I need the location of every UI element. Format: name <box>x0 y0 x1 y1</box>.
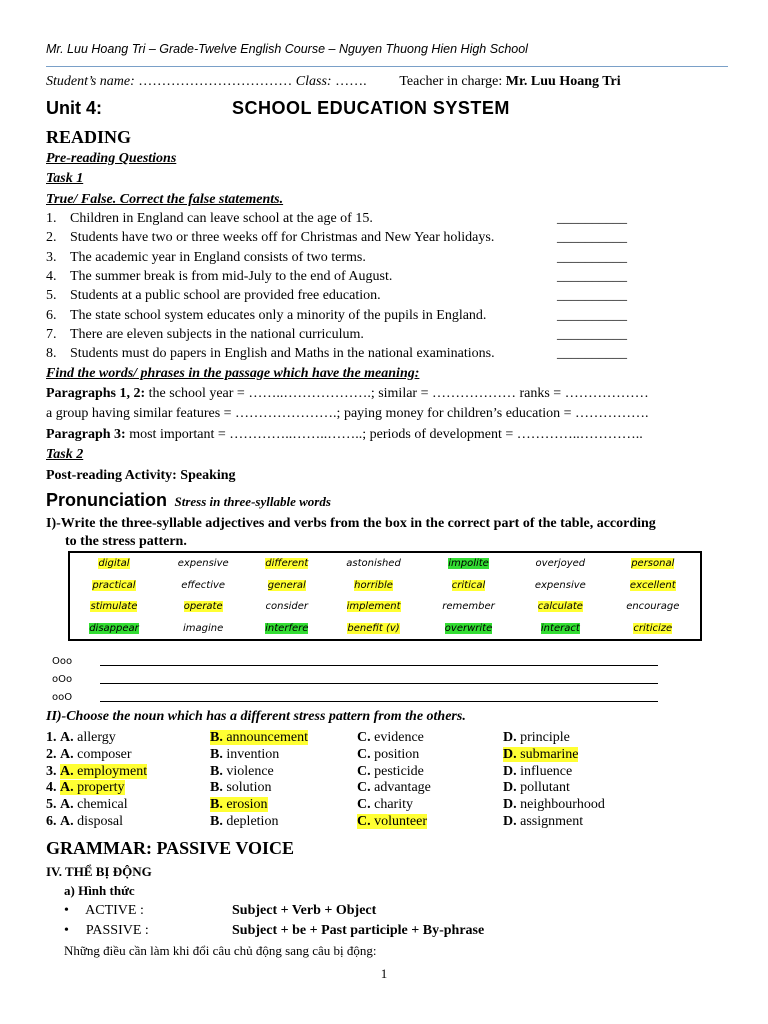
word-item: personal <box>631 558 675 570</box>
option-text: principle <box>516 730 570 745</box>
student-name-dots: …………………………… <box>138 74 293 89</box>
option-text: submarine <box>516 746 579 762</box>
pronunciation-subheading: Stress in three-syllable words <box>174 494 331 509</box>
option-body <box>210 747 279 762</box>
option-text: chemical <box>73 797 128 813</box>
post-reading-heading: Post-reading Activity: Speaking <box>46 468 236 483</box>
word-cell <box>248 575 325 597</box>
option-d[interactable] <box>503 730 570 746</box>
option-text: position <box>370 746 420 762</box>
option-body <box>503 747 578 762</box>
student-info-line <box>46 74 726 90</box>
option-text: composer <box>73 746 132 762</box>
word-cell <box>606 618 700 640</box>
option-text: violence <box>222 763 274 779</box>
option-b[interactable] <box>210 814 278 830</box>
word-item: general <box>267 579 306 591</box>
option-letter: A. <box>60 814 74 829</box>
word-item: effective <box>181 579 226 591</box>
word-item: interfere <box>265 622 309 634</box>
option-c[interactable] <box>357 797 413 813</box>
paragraph-1-2-line2: a group having similar features = ………………….; paying money for children’s education = ……………. <box>46 406 649 421</box>
option-body <box>357 814 427 829</box>
word-cell <box>515 618 605 640</box>
word-cell <box>422 618 515 640</box>
unit-title: SCHOOL EDUCATION SYSTEM <box>232 98 510 118</box>
option-body <box>60 730 116 745</box>
option-body <box>60 747 132 762</box>
word-cell <box>422 553 515 575</box>
option-body <box>60 797 128 812</box>
word-cell <box>325 596 422 618</box>
statement-number: 3. <box>46 249 57 265</box>
option-letter: A. <box>60 730 74 745</box>
option-text: erosion <box>222 797 268 813</box>
word-item: expensive <box>534 579 586 591</box>
option-body <box>210 814 278 829</box>
word-cell <box>422 575 515 597</box>
word-item: encourage <box>626 601 680 613</box>
word-cell <box>158 553 248 575</box>
answer-blank[interactable]: __________ <box>557 326 627 342</box>
statement-item <box>46 346 495 362</box>
word-item: imagine <box>183 622 224 634</box>
pronunciation-instruction-1: I)-Write the three-syllable adjectives and verbs from the box in the correct part of the table, according <box>46 516 656 531</box>
word-item: remember <box>442 601 495 613</box>
paragraph-1-2-line <box>46 386 649 402</box>
option-body <box>503 797 605 812</box>
passive-formula: Subject + be + Past participle + By-phrase <box>232 923 485 938</box>
option-d[interactable] <box>503 747 578 763</box>
option-body <box>503 780 570 795</box>
word-item: practical <box>92 579 136 591</box>
word-cell <box>158 618 248 640</box>
option-text: charity <box>370 797 413 813</box>
question-number: 2. <box>46 746 57 762</box>
option-letter: A. <box>60 780 74 796</box>
option-body <box>60 764 147 779</box>
word-cell <box>515 596 605 618</box>
statement-text: Children in England can leave school at the age of 15. <box>70 211 373 226</box>
paragraph-3-line <box>46 427 643 443</box>
option-body <box>210 730 308 745</box>
word-item: benefit (v) <box>347 622 400 634</box>
option-text: influence <box>516 763 573 779</box>
page-number: 1 <box>380 966 388 981</box>
answer-blank[interactable]: __________ <box>557 346 627 362</box>
class-label: Class: <box>295 74 332 89</box>
word-cell <box>70 618 158 640</box>
option-letter: A. <box>60 746 74 762</box>
option-d[interactable] <box>503 764 572 780</box>
option-letter: B. <box>210 780 223 796</box>
word-item: critical <box>451 579 486 591</box>
passive-section-heading: IV. THỂ BỊ ĐỘNG <box>46 864 152 879</box>
question-number: 5. <box>46 797 57 813</box>
statement-item <box>46 269 392 285</box>
word-item: expensive <box>177 558 229 570</box>
word-cell <box>70 596 158 618</box>
class-dots: ……. <box>335 74 367 89</box>
option-b[interactable] <box>210 797 268 813</box>
option-a[interactable] <box>46 747 132 763</box>
form-subheading: a) Hình thức <box>64 883 135 898</box>
option-body <box>210 797 268 812</box>
word-cell <box>158 575 248 597</box>
task1-heading: Task 1 <box>46 171 84 186</box>
word-cell <box>158 596 248 618</box>
grammar-note: Những điều cần làm khi đổi câu chủ động sang câu bị động: <box>64 943 377 958</box>
pronunciation-heading: Pronunciation <box>46 490 167 510</box>
word-item: different <box>265 558 309 570</box>
statement-number: 4. <box>46 268 57 284</box>
answer-blank[interactable]: __________ <box>557 268 627 284</box>
answer-blank[interactable]: __________ <box>557 288 627 304</box>
question-row <box>46 730 726 747</box>
word-cell <box>606 575 700 597</box>
option-body <box>503 814 583 829</box>
option-a[interactable] <box>46 814 123 830</box>
teacher-label: Teacher in charge: <box>399 74 503 89</box>
option-text: pollutant <box>516 780 570 796</box>
option-letter: D. <box>503 746 517 762</box>
passive-formula-line <box>64 923 149 939</box>
word-cell <box>325 553 422 575</box>
option-body <box>357 730 424 745</box>
statement-number: 5. <box>46 288 57 304</box>
option-b[interactable] <box>210 764 274 780</box>
question-number: 1. <box>46 730 57 745</box>
statement-item <box>46 308 486 324</box>
task2-heading: Task 2 <box>46 447 84 462</box>
option-c[interactable] <box>357 780 431 796</box>
word-cell <box>515 575 605 597</box>
word-item: operate <box>183 601 223 613</box>
pronunciation-heading-line <box>46 490 331 511</box>
pattern-answer-line-3[interactable] <box>100 687 658 702</box>
word-cell <box>248 553 325 575</box>
question-number: 6. <box>46 814 57 829</box>
option-text: volunteer <box>370 814 427 829</box>
option-body <box>503 764 572 779</box>
option-b[interactable] <box>210 780 271 796</box>
option-text: advantage <box>370 780 431 796</box>
option-body <box>357 797 413 812</box>
pattern-answer-line-1[interactable] <box>100 651 658 666</box>
statement-number: 7. <box>46 326 57 342</box>
option-letter: B. <box>210 746 223 762</box>
unit-label: Unit 4: <box>46 98 102 118</box>
option-letter: C. <box>357 763 371 779</box>
active-formula-line <box>64 903 144 919</box>
option-a[interactable] <box>46 764 147 780</box>
answer-blank[interactable]: __________ <box>557 230 627 246</box>
word-cell <box>70 575 158 597</box>
option-a[interactable] <box>46 780 125 796</box>
option-letter: B. <box>210 797 223 813</box>
option-b[interactable] <box>210 747 279 763</box>
statement-number: 8. <box>46 346 57 362</box>
option-a[interactable] <box>46 730 116 746</box>
word-table <box>70 553 700 639</box>
question-row <box>46 747 726 764</box>
option-text: property <box>73 780 125 796</box>
word-item: digital <box>98 558 130 570</box>
option-letter: B. <box>210 814 223 829</box>
word-item: astonished <box>346 558 401 570</box>
option-letter: B. <box>210 763 223 779</box>
option-text: evidence <box>370 730 424 745</box>
option-text: pesticide <box>370 763 424 779</box>
option-text: announcement <box>222 730 308 745</box>
option-body <box>210 780 271 795</box>
option-b[interactable] <box>210 730 308 746</box>
word-item: excellent <box>629 579 676 591</box>
option-body <box>357 780 431 795</box>
option-d[interactable] <box>503 780 570 796</box>
statement-text: Students have two or three weeks off for Christmas and New Year holidays. <box>70 230 495 246</box>
word-item: horrible <box>354 579 393 591</box>
statement-text: There are eleven subjects in the national curriculum. <box>70 326 364 342</box>
bullet-icon: • <box>64 923 69 938</box>
grammar-heading: GRAMMAR: PASSIVE VOICE <box>46 838 294 858</box>
statement-number: 6. <box>46 307 57 323</box>
pre-reading-heading: Pre-reading Questions <box>46 151 177 166</box>
word-item: overwrite <box>444 622 493 634</box>
option-body <box>503 730 570 745</box>
paragraph-1-2-label: Paragraphs 1, 2: <box>46 386 146 401</box>
option-d[interactable] <box>503 814 583 830</box>
bullet-icon: • <box>64 903 69 918</box>
paragraph-3-text: most important = …………..……..……..; periods of development = …………..………….. <box>125 427 643 442</box>
word-row <box>70 618 700 640</box>
question-row <box>46 780 726 797</box>
word-item: implement <box>346 601 401 613</box>
option-text: disposal <box>73 814 124 829</box>
word-item: stimulate <box>90 601 138 613</box>
word-row <box>70 575 700 597</box>
active-formula: Subject + Verb + Object <box>232 903 377 918</box>
word-row <box>70 553 700 575</box>
word-item: consider <box>265 601 309 613</box>
teacher-name: Mr. Luu Hoang Tri <box>505 74 621 89</box>
pattern-label-2: oOo <box>52 674 73 685</box>
option-body <box>60 780 125 795</box>
statement-text: The summer break is from mid-July to the end of August. <box>70 268 393 284</box>
word-cell <box>422 596 515 618</box>
option-letter: D. <box>503 730 517 745</box>
option-c[interactable] <box>357 730 424 746</box>
active-label: ACTIVE : <box>85 903 144 918</box>
word-cell <box>248 618 325 640</box>
option-body <box>60 814 123 829</box>
pattern-answer-line-2[interactable] <box>100 669 658 684</box>
word-item: disappear <box>89 622 139 634</box>
true-false-instruction: True/ False. Correct the false statements. <box>46 192 284 207</box>
option-body <box>357 747 419 762</box>
pronunciation-instruction-1b: to the stress pattern. <box>65 534 187 549</box>
word-item: criticize <box>633 622 673 634</box>
option-letter: C. <box>357 780 371 796</box>
option-text: employment <box>73 763 148 779</box>
student-name-label: Student’s name: <box>46 74 135 89</box>
word-cell <box>606 553 700 575</box>
word-cell <box>70 553 158 575</box>
option-c[interactable] <box>357 747 419 763</box>
passive-label: PASSIVE : <box>85 923 149 938</box>
reading-heading: READING <box>46 127 132 147</box>
word-item: calculate <box>537 601 583 613</box>
option-a[interactable] <box>46 797 128 813</box>
paragraph-3-label: Paragraph 3: <box>46 427 126 442</box>
option-letter: D. <box>503 797 517 813</box>
option-letter: C. <box>357 730 371 745</box>
page-header: Mr. Luu Hoang Tri – Grade-Twelve English Course – Nguyen Thuong Hien High School <box>46 42 528 56</box>
word-item: interact <box>540 622 580 634</box>
option-text: depletion <box>222 814 279 829</box>
question-row <box>46 797 726 814</box>
option-letter: A. <box>60 797 74 813</box>
question-row <box>46 764 726 781</box>
word-item: impolite <box>448 558 489 570</box>
statement-number: 1. <box>46 211 57 226</box>
statement-item <box>46 327 364 343</box>
option-body <box>357 764 424 779</box>
statement-text: Students must do papers in English and Maths in the national examinations. <box>70 346 495 362</box>
statement-item <box>46 230 494 246</box>
word-cell <box>515 553 605 575</box>
question-row <box>46 814 726 831</box>
statement-item <box>46 211 373 227</box>
answer-blank[interactable]: __________ <box>557 307 627 323</box>
find-words-instruction: Find the words/ phrases in the passage which have the meaning: <box>46 366 420 381</box>
option-letter: C. <box>357 814 371 829</box>
header-rule <box>46 66 728 67</box>
option-letter: D. <box>503 814 517 829</box>
word-cell <box>606 596 700 618</box>
option-d[interactable] <box>503 797 605 813</box>
question-number: 3. <box>46 763 57 779</box>
option-letter: D. <box>503 763 517 779</box>
pronunciation-instruction-2: II)-Choose the noun which has a different stress pattern from the others. <box>46 709 466 724</box>
option-text: neighbourhood <box>516 797 605 813</box>
statement-item <box>46 288 381 304</box>
word-item: overjoyed <box>535 558 586 570</box>
option-text: invention <box>222 746 280 762</box>
option-text: solution <box>222 780 272 796</box>
word-cell <box>325 575 422 597</box>
option-body <box>210 764 274 779</box>
statement-text: The academic year in England consists of two terms. <box>70 249 366 265</box>
option-text: assignment <box>516 814 584 829</box>
word-row <box>70 596 700 618</box>
option-letter: A. <box>60 763 74 779</box>
word-box <box>68 551 702 641</box>
statement-item <box>46 250 366 266</box>
pattern-label-3: ooO <box>52 692 73 703</box>
option-letter: C. <box>357 797 371 813</box>
word-cell <box>325 618 422 640</box>
statement-text: The state school system educates only a minority of the pupils in England. <box>70 307 487 323</box>
option-text: allergy <box>73 730 116 745</box>
statement-text: Students at a public school are provided free education. <box>70 288 381 304</box>
option-c[interactable] <box>357 814 427 830</box>
option-letter: B. <box>210 730 223 745</box>
word-cell <box>248 596 325 618</box>
answer-blank[interactable]: __________ <box>557 211 627 226</box>
question-number: 4. <box>46 780 57 796</box>
option-letter: C. <box>357 746 371 762</box>
paragraph-1-2-text: the school year = ……..……………….; similar = ……………… ranks = ……………… <box>145 386 649 401</box>
option-letter: D. <box>503 780 517 796</box>
option-c[interactable] <box>357 764 424 780</box>
pattern-label-1: Ooo <box>52 656 73 667</box>
statement-number: 2. <box>46 230 57 246</box>
answer-blank[interactable]: __________ <box>557 249 627 265</box>
